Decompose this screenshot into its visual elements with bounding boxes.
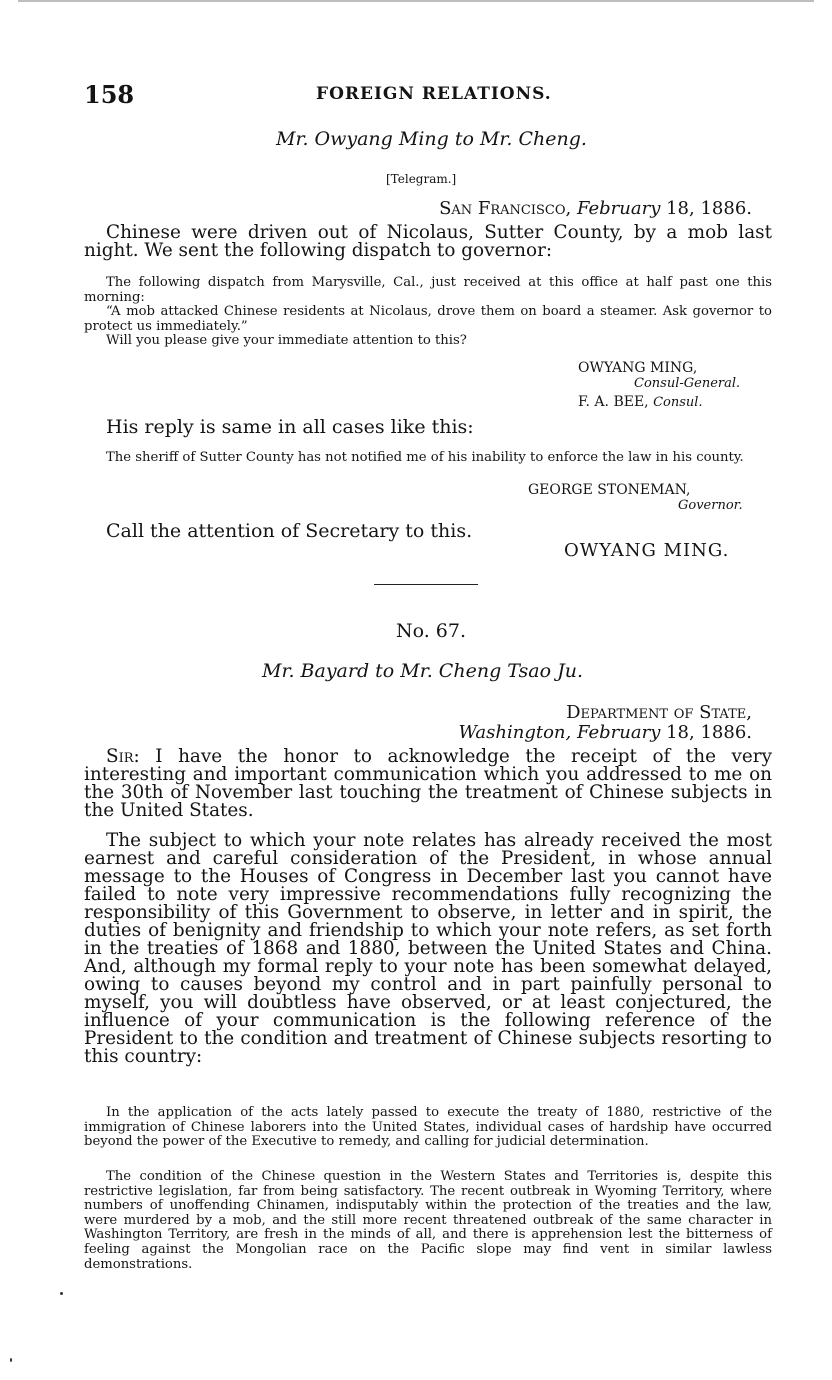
page-number: 158 bbox=[84, 80, 135, 109]
department-line: Department of State, bbox=[566, 702, 752, 723]
paragraph-governor-reply: His reply is same in all cases like this: bbox=[106, 416, 474, 438]
signature-bee bbox=[578, 394, 703, 410]
letter-title-2: Mr. Bayard to Mr. Cheng Tsao Ju. bbox=[262, 660, 584, 682]
signature-consul-general: Consul-General. bbox=[634, 376, 741, 391]
quoted-dispatch-line-2: “A mob attacked Chinese residents at Nicolaus, drove them on board a steamer. Ask governor to protect us immediately.” bbox=[84, 304, 772, 334]
letter-title-1: Mr. Owyang Ming to Mr. Cheng. bbox=[276, 128, 587, 150]
dateline-2 bbox=[300, 722, 752, 743]
dateline-2-rest: 18, 1886. bbox=[666, 722, 752, 743]
telegram-label: [Telegram.] bbox=[386, 172, 457, 186]
paragraph-dispatch-intro: Chinese were driven out of Nicolaus, Sutter County, by a mob last night. We sent the following dispatch to governor: bbox=[84, 222, 772, 261]
quoted-dispatch bbox=[84, 276, 772, 349]
quoted-president-message-2: The condition of the Chinese question in the Western States and Territories is, despite this restrictive legislation, far from being satisfactory. The recent outbreak in Wyoming Territory, where numbers of unoffending Chinamen, indisputably within the protection of the treaties and the law, were murdered by a mob, and the still more recent threatened outbreak of the same character in Washington Territory, are fresh in the minds of all, and there is apprehension lest the bitterness of feeling against the Mongolian race on the Pacific slope may find vent in similar lawless demonstrations. bbox=[84, 1169, 772, 1272]
paragraph-president-consideration: The subject to which your note relates has already received the most earnest and careful consideration of the President, in whose annual message to the Houses of Congress in December last you cannot have failed to note very impressive recommendations fully recognizing the responsibility of this Government to observe, in letter and in spirit, the duties of benignity and friendship to which your note refers, as set forth in the treaties of 1868 and 1880, between the United States and China. And, although my formal reply to your note has been somewhat delayed, owing to causes beyond my control and in part painfully personal to myself, you will doubtless have observed, or at least conjectured, the influence of your communication is the following reference of the President to the condition and treatment of Chinese subjects resorting to this country: bbox=[84, 830, 772, 1067]
paragraph-acknowledgment-text: I have the honor to acknowledge the receipt of the very interesting and important communication which you addressed to me on the 30th of November last touching the treatment of Chinese subjects in the United States. bbox=[84, 746, 772, 821]
section-divider bbox=[374, 584, 478, 585]
dateline-1-place: San Francisco, bbox=[439, 198, 572, 219]
top-edge-rule bbox=[18, 0, 814, 2]
signature-bee-role: Consul. bbox=[653, 395, 703, 410]
dateline-2-month: February bbox=[576, 722, 661, 743]
dateline-2-city: Washington, bbox=[458, 722, 572, 743]
quoted-governor-reply: The sheriff of Sutter County has not notified me of his inability to enforce the law in his county. bbox=[106, 450, 744, 465]
signature-bee-name: F. A. BEE, bbox=[578, 394, 649, 410]
signature-stoneman: GEORGE STONEMAN, bbox=[528, 482, 691, 498]
dateline-1-month: February bbox=[576, 198, 661, 219]
paragraph-secretary: Call the attention of Secretary to this. bbox=[106, 520, 473, 542]
quoted-dispatch-line-1: The following dispatch from Marysville, Cal., just received at this office at half past one this morning: bbox=[84, 275, 772, 305]
document-number: No. 67. bbox=[396, 620, 467, 642]
margin-speck bbox=[60, 1292, 63, 1295]
paragraph-acknowledgment bbox=[84, 748, 772, 820]
quoted-president-message-1: In the application of the acts lately passed to execute the treaty of 1880, restrictive of the immigration of Chinese laborers into the United States, individual cases of hardship have occurred beyond the power of the Executive to remedy, and calling for judicial determination. bbox=[84, 1105, 772, 1150]
signature-owyang-ming-final: OWYANG MING. bbox=[564, 540, 730, 561]
margin-speck-lower bbox=[10, 1358, 12, 1362]
page-header bbox=[84, 80, 774, 110]
quoted-dispatch-line-3: Will you please give your immediate attention to this? bbox=[106, 333, 467, 349]
signature-owyang-ming: OWYANG MING, bbox=[578, 360, 698, 376]
dateline-1 bbox=[300, 198, 752, 219]
salutation: Sir: bbox=[106, 746, 140, 767]
dateline-1-rest: 18, 1886. bbox=[666, 198, 752, 219]
signature-governor-role: Governor. bbox=[678, 498, 743, 513]
running-head: FOREIGN RELATIONS. bbox=[316, 84, 552, 104]
